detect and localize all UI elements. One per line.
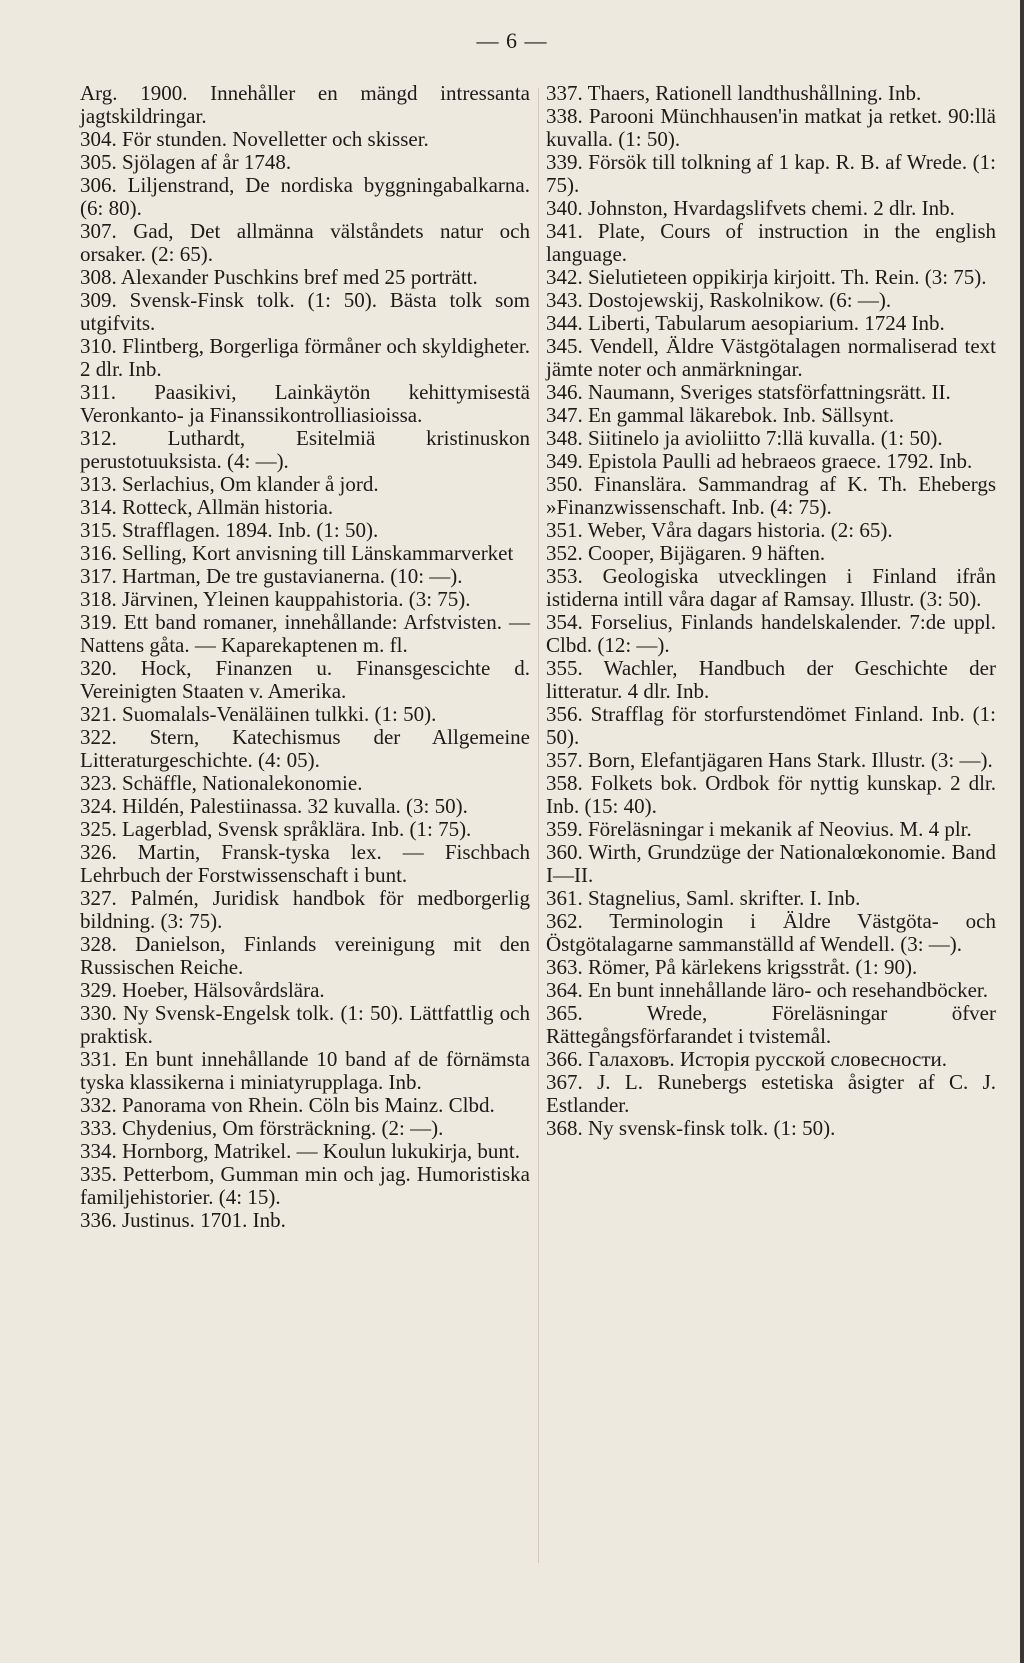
catalog-entry: 307. Gad, Det allmänna välståndets natur och orsaker. (2: 65). <box>80 219 530 266</box>
catalog-entry: 306. Liljenstrand, De nordiska byggningabalkarna. (6: 80). <box>80 173 530 220</box>
catalog-entry: 340. Johnston, Hvardagslifvets chemi. 2 dlr. Inb. <box>546 196 955 220</box>
catalog-entry: 365. Wrede, Föreläsningar öfver Rättegångsförfarandet i tvistemål. <box>546 1001 996 1048</box>
catalog-entry: 335. Petterbom, Gumman min och jag. Humoristiska familjehistorier. (4: 15). <box>80 1162 530 1209</box>
catalog-entry: 343. Dostojewskij, Raskolnikow. (6: —). <box>546 288 892 312</box>
catalog-entry: 350. Finanslära. Sammandrag af K. Th. Ehebergs »Finanzwissenschaft. Inb. (4: 75). <box>546 472 996 519</box>
catalog-entry: 338. Parooni Münchhausen'in matkat ja retket. 90:llä kuvalla. (1: 50). <box>546 104 996 151</box>
catalog-entry: 329. Hoeber, Hälsovårdslära. <box>80 978 325 1002</box>
catalog-entry: 321. Suomalals-Venäläinen tulkki. (1: 50). <box>80 702 437 726</box>
catalog-entry: 333. Chydenius, Om försträckning. (2: —). <box>80 1116 444 1140</box>
catalog-entry: 332. Panorama von Rhein. Cöln bis Mainz. Clbd. <box>80 1093 495 1117</box>
catalog-entry: 346. Naumann, Sveriges statsförfattningsrätt. II. <box>546 380 951 404</box>
catalog-entry: 305. Sjölagen af år 1748. <box>80 150 292 174</box>
column-divider <box>538 88 539 1563</box>
catalog-entry: 352. Cooper, Bijägaren. 9 häften. <box>546 541 826 565</box>
catalog-entry: 304. För stunden. Novelletter och skisser. <box>80 127 429 151</box>
page-number: — 6 — <box>476 28 548 53</box>
catalog-entry: 347. En gammal läkarebok. Inb. Sällsynt. <box>546 403 895 427</box>
catalog-entry: 311. Paasikivi, Lainkäytön kehittymisestä Veronkanto- ja Finanssikontrolliasioissa. <box>80 380 530 427</box>
left-column <box>80 82 530 1232</box>
catalog-entry: 358. Folkets bok. Ordbok för nyttig kunskap. 2 dlr. Inb. (15: 40). <box>546 771 996 818</box>
catalog-entry: 308. Alexander Puschkins bref med 25 porträtt. <box>80 265 478 289</box>
catalog-entry: 363. Römer, På kärlekens krigsstråt. (1: 90). <box>546 955 918 979</box>
catalog-entry: 368. Ny svensk-finsk tolk. (1: 50). <box>546 1116 836 1140</box>
catalog-entry: 334. Hornborg, Matrikel. — Koulun lukukirja, bunt. <box>80 1139 520 1163</box>
catalog-entry: 322. Stern, Katechismus der Allgemeine Litteraturgeschichte. (4: 05). <box>80 725 530 772</box>
catalog-entry: 355. Wachler, Handbuch der Geschichte der litteratur. 4 dlr. Inb. <box>546 656 996 703</box>
catalog-entry: 312. Luthardt, Esitelmiä kristinuskon perustotuuksista. (4: —). <box>80 426 530 473</box>
catalog-entry: 325. Lagerblad, Svensk språklära. Inb. (1: 75). <box>80 817 472 841</box>
catalog-entry: 313. Serlachius, Om klander å jord. <box>80 472 379 496</box>
catalog-entry: 367. J. L. Runebergs estetiska åsigter af C. J. Estlander. <box>546 1070 996 1117</box>
catalog-entry: 357. Born, Elefantjägaren Hans Stark. Illustr. (3: —). <box>546 748 993 772</box>
catalog-entry: 366. Галаховъ. Исторія русской словесности. <box>546 1047 947 1071</box>
catalog-entry: 323. Schäffle, Nationalekonomie. <box>80 771 363 795</box>
catalog-entry: Arg. 1900. Innehåller en mängd intressanta jagtskildringar. <box>80 81 530 128</box>
catalog-entry: 345. Vendell, Äldre Västgötalagen normaliserad text jämte noter och anmärkningar. <box>546 334 996 381</box>
page-edge <box>1020 0 1024 1663</box>
catalog-entry: 330. Ny Svensk-Engelsk tolk. (1: 50). Lättfattlig och praktisk. <box>80 1001 530 1048</box>
catalog-entry: 349. Epistola Paulli ad hebraeos graece. 1792. Inb. <box>546 449 973 473</box>
catalog-entry: 328. Danielson, Finlands vereinigung mit den Russischen Reiche. <box>80 932 530 979</box>
catalog-entry: 336. Justinus. 1701. Inb. <box>80 1208 286 1232</box>
catalog-entry: 317. Hartman, De tre gustavianerna. (10: —). <box>80 564 463 588</box>
catalog-entry: 318. Järvinen, Yleinen kauppahistoria. (3: 75). <box>80 587 471 611</box>
catalog-entry: 344. Liberti, Tabularum aesopiarium. 1724 Inb. <box>546 311 945 335</box>
catalog-entry: 326. Martin, Fransk-tyska lex. — Fischbach Lehrbuch der Forstwissenschaft i bunt. <box>80 840 530 887</box>
catalog-entry: 309. Svensk-Finsk tolk. (1: 50). Bästa tolk som utgifvits. <box>80 288 530 335</box>
catalog-entry: 324. Hildén, Palestiinassa. 32 kuvalla. (3: 50). <box>80 794 468 818</box>
catalog-entry: 327. Palmén, Juridisk handbok för medborgerlig bildning. (3: 75). <box>80 886 530 933</box>
catalog-entry: 361. Stagnelius, Saml. skrifter. I. Inb. <box>546 886 861 910</box>
catalog-entry: 342. Sielutieteen oppikirja kirjoitt. Th. Rein. (3: 75). <box>546 265 987 289</box>
catalog-entry: 319. Ett band romaner, innehållande: Arfstvisten. — Nattens gåta. — Kaparekaptenen m. fl. <box>80 610 530 657</box>
catalog-entry: 315. Strafflagen. 1894. Inb. (1: 50). <box>80 518 379 542</box>
catalog-entry: 337. Thaers, Rationell landthushållning. Inb. <box>546 81 922 105</box>
catalog-entry: 362. Terminologin i Äldre Västgöta- och Östgötalagarne sammanställd af Wendell. (3: —). <box>546 909 996 956</box>
catalog-entry: 364. En bunt innehållande läro- och resehandböcker. <box>546 978 989 1002</box>
catalog-entry: 331. En bunt innehållande 10 band af de förnämsta tyska klassikerna i miniatyrupplaga. Inb. <box>80 1047 530 1094</box>
catalog-entry: 359. Föreläsningar i mekanik af Neovius. M. 4 plr. <box>546 817 972 841</box>
catalog-entry: 360. Wirth, Grundzüge der Nationalœkonomie. Band I—II. <box>546 840 996 887</box>
catalog-entry: 339. Försök till tolkning af 1 kap. R. B. af Wrede. (1: 75). <box>546 150 996 197</box>
catalog-entry: 356. Strafflag för storfurstendömet Finland. Inb. (1: 50). <box>546 702 996 749</box>
catalog-entry: 341. Plate, Cours of instruction in the english language. <box>546 219 996 266</box>
catalog-entry: 314. Rotteck, Allmän historia. <box>80 495 334 519</box>
catalog-entry: 348. Siitinelo ja avioliitto 7:llä kuvalla. (1: 50). <box>546 426 943 450</box>
catalog-entry: 353. Geologiska utvecklingen i Finland ifrån istiderna intill våra dagar af Ramsay. Illustr. (3: 50). <box>546 564 996 611</box>
right-column <box>546 82 996 1140</box>
catalog-entry: 354. Forselius, Finlands handelskalender. 7:de uppl. Clbd. (12: —). <box>546 610 996 657</box>
catalog-entry: 310. Flintberg, Borgerliga förmåner och skyldigheter. 2 dlr. Inb. <box>80 334 530 381</box>
catalog-entry: 351. Weber, Våra dagars historia. (2: 65). <box>546 518 893 542</box>
catalog-entry: 320. Hock, Finanzen u. Finansgescichte d. Vereinigten Staaten v. Amerika. <box>80 656 530 703</box>
catalog-entry: 316. Selling, Kort anvisning till Länskammarverket <box>80 541 514 565</box>
